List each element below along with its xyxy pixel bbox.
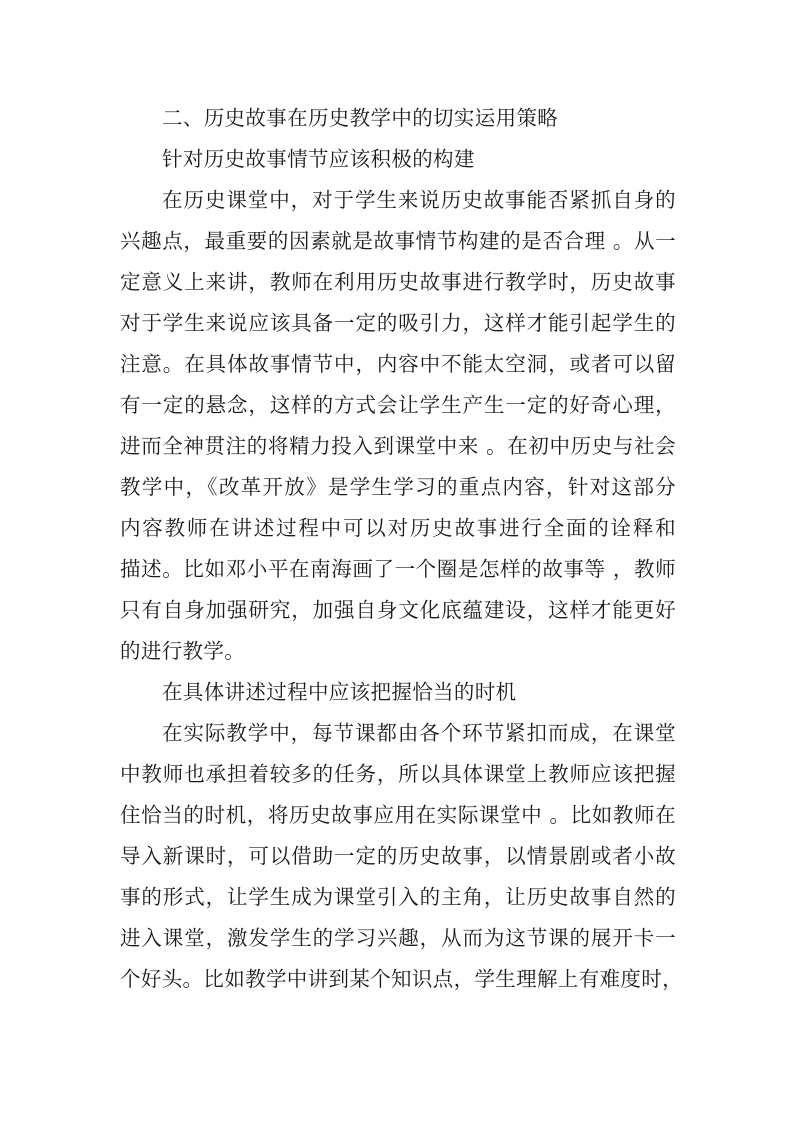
paragraph-line: 注意。在具体故事情节中，内容中不能太空洞，或者可以留 — [120, 352, 676, 376]
paragraph-line: 在历史课堂中，对于学生来说历史故事能否紧抓自身的 — [162, 188, 676, 212]
paragraph-line: 定意义上来讲，教师在利用历史故事进行教学时，历史故事 — [120, 270, 676, 294]
section-heading: 二、历史故事在历史教学中的切实运用策略 — [162, 106, 559, 130]
paragraph-line: 事的形式，让学生成为课堂引入的主角，让历史故事自然的 — [120, 885, 676, 909]
paragraph-line: 住恰当的时机，将历史故事应用在实际课堂中 。比如教师在 — [120, 803, 676, 827]
paragraph-line: 中教师也承担着较多的任务，所以具体课堂上教师应该把握 — [120, 762, 676, 786]
paragraph-line: 内容教师在讲述过程中可以对历史故事进行全面的诠释和 — [120, 516, 676, 540]
paragraph-line: 进而全神贯注的将精力投入到课堂中来 。在初中历史与社会 — [120, 434, 676, 458]
paragraph-line: 对于学生来说应该具备一定的吸引力，这样才能引起学生的 — [120, 311, 676, 335]
paragraph-line: 导入新课时，可以借助一定的历史故事，以情景剧或者小故 — [120, 844, 676, 868]
paragraph-line: 只有自身加强研究，加强自身文化底蕴建设，这样才能更好 — [120, 598, 676, 622]
paragraph-line: 的进行教学。 — [120, 639, 246, 663]
paragraph-line: 兴趣点，最重要的因素就是故事情节构建的是否合理 。从一 — [120, 229, 676, 253]
paragraph-line: 个好头。比如教学中讲到某个知识点，学生理解上有难度时， — [120, 967, 683, 991]
subheading-plot-construction: 针对历史故事情节应该积极的构建 — [162, 147, 475, 171]
paragraph-line: 描述。比如邓小平在南海画了一个圈是怎样的故事等 ，教师 — [120, 557, 676, 581]
paragraph-line: 有一定的悬念，这样的方式会让学生产生一定的好奇心理， — [120, 393, 676, 417]
paragraph-line: 在实际教学中，每节课都由各个环节紧扣而成，在课堂 — [162, 721, 676, 745]
paragraph-line: 教学中，《改革开放》是学生学习的重点内容，针对这部分 — [120, 475, 676, 499]
subheading-timing: 在具体讲述过程中应该把握恰当的时机 — [162, 680, 517, 704]
paragraph-line: 进入课堂，激发学生的学习兴趣，从而为这节课的展开卡一 — [120, 926, 676, 950]
